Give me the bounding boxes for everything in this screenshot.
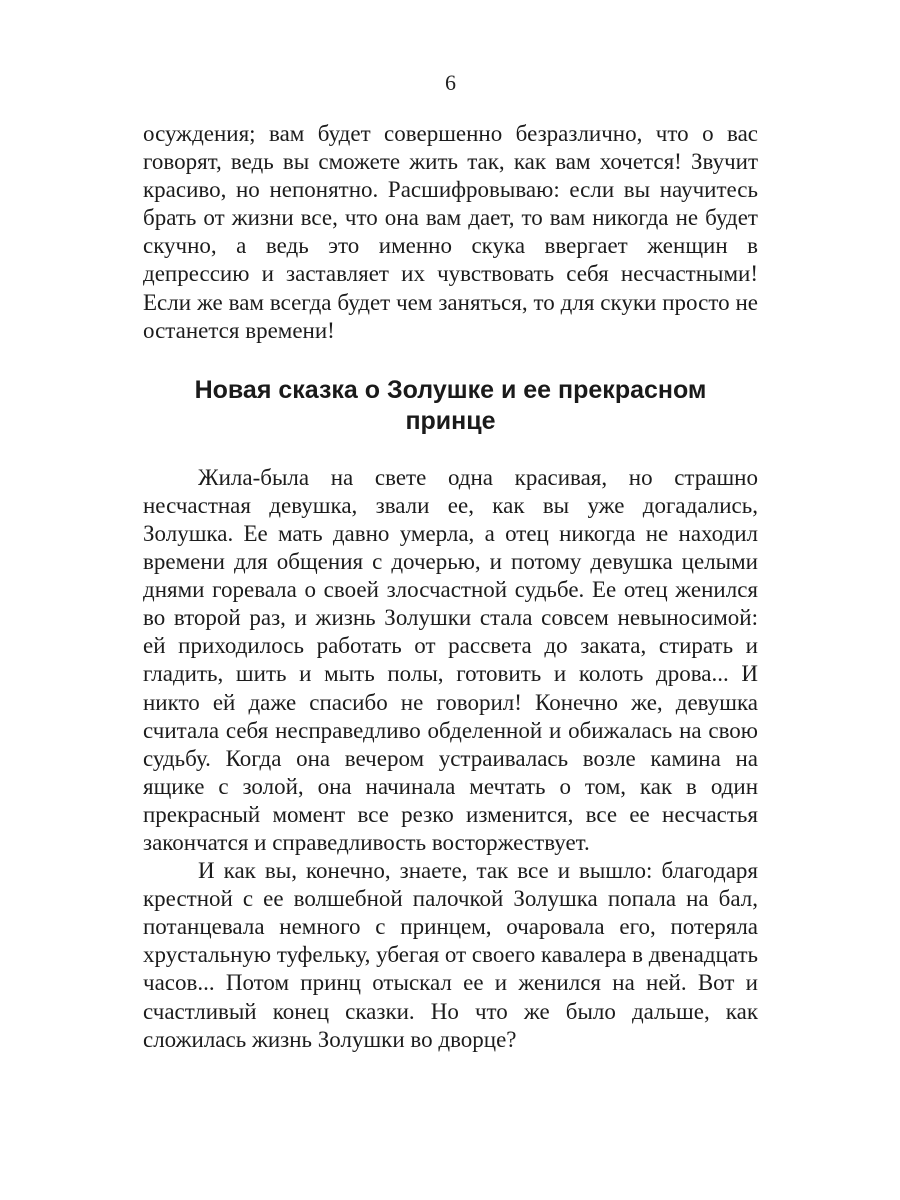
story-paragraph-1: Жила-была на свете одна красивая, но страшно несчастная девушка, звали ее, как вы уже догадались, Золушка. Ее мать давно умерла, а отец никогда не находил времени для общения с дочерью, и потому девушка целыми днями горевала о своей злосчастной судьбе. Ее отец женился во второй раз, и жизнь Золушки стала совсем невыносимой: ей приходилось работать от рассвета до заката, стирать и гладить, шить и мыть полы, готовить и колоть дрова... И никто ей даже спасибо не говорил! Конечно же, девушка считала себя несправедливо обделенной и обижалась на свою судьбу. Когда она вечером устраивалась возле камина на ящике с золой, она начинала мечтать о том, как в один прекрасный момент все резко изменится, все ее несчастья закончатся и справедливость восторжествует.	[143, 464, 758, 855]
section-heading: Новая сказка о Золушке и ее прекрасном принце	[194, 375, 707, 435]
story-paragraph-2: И как вы, конечно, знаете, так все и вышло: благодаря крестной с ее волшебной палочкой Золушка попала на бал, потанцевала немного с принцем, очаровала его, потеряла хрустальную туфельку, убегая от своего кавалера в двенадцать часов... Потом принц отыскал ее и женился на ней. Вот и счастливый конец сказки. Но что же было дальше, как сложилась жизнь Золушки во дворце?	[143, 858, 759, 1052]
page-number: 6	[445, 70, 456, 95]
intro-paragraph: осуждения; вам будет совершенно безразлично, что о вас говорят, ведь вы сможете жить так, как вам хочется! Звучит красиво, но непонятно. Расшифровываю: если вы научитесь брать от жизни все, что она вам дает, то вам никогда не будет скучно, а ведь это именно скука ввергает женщин в депрессию и заставляет их чувствовать себя несчастными! Если же вам всегда будет чем заняться, то для скуки просто не останется времени!	[143, 121, 758, 343]
